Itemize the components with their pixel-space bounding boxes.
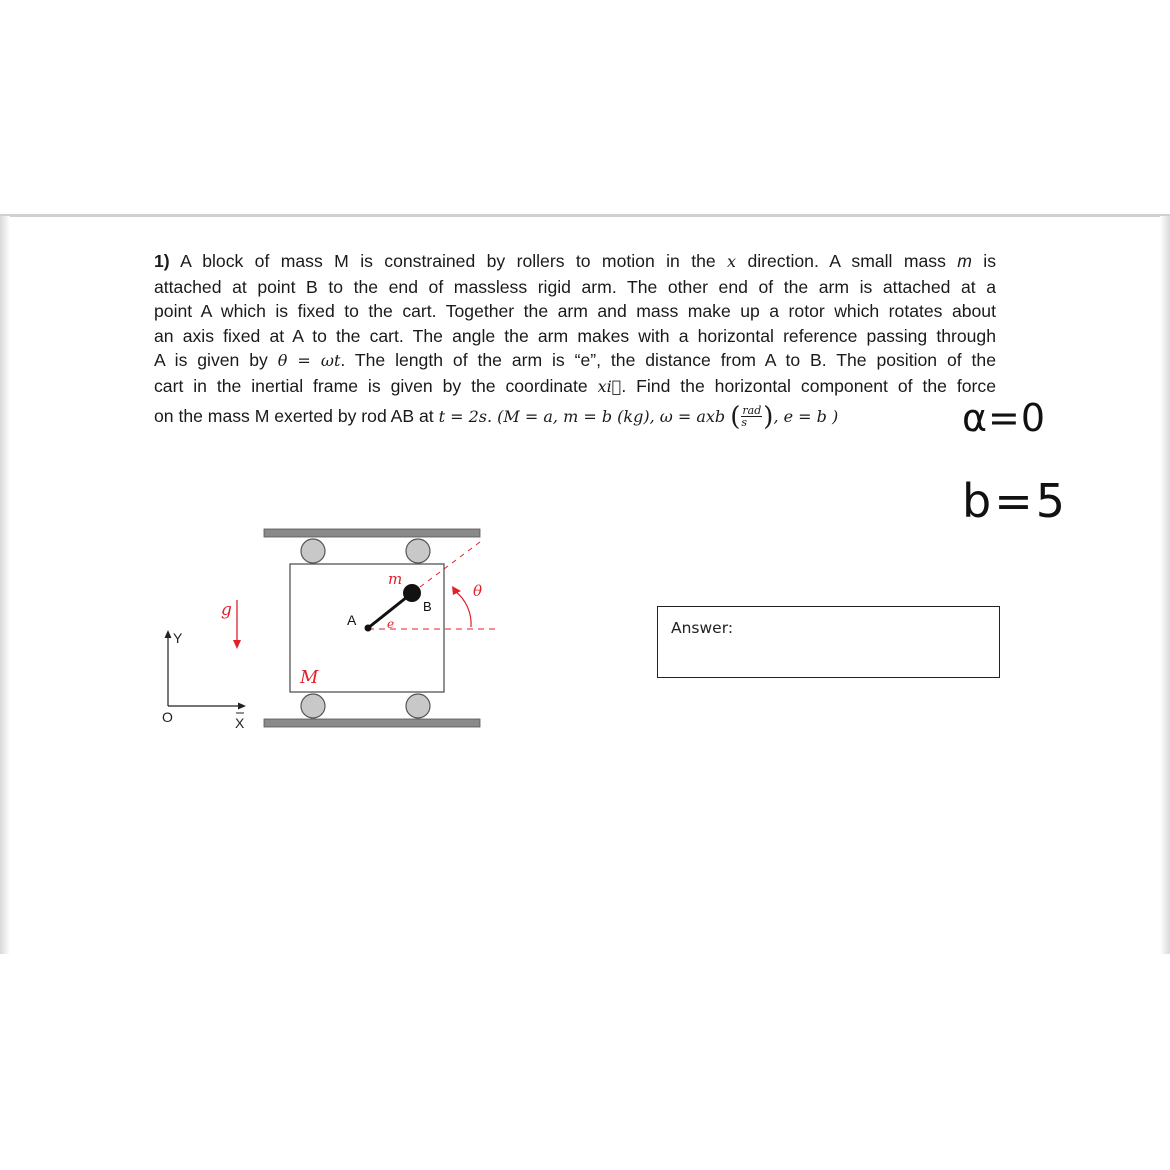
question-line-1: 1) A block of mass M is constrained by rollers to motion in the x direction. A small mass m is <box>154 251 996 271</box>
roller-top-left <box>301 539 325 563</box>
question-text <box>154 249 997 432</box>
label-y-axis: Y <box>173 630 183 646</box>
question-line-7: on the mass M exerted by rod AB at t = 2s. (M = a, m = b (kg), ω = axb ( $\frac{\text{rad}}{s}$ ), e = b ) <box>154 401 839 432</box>
answer-box[interactable] <box>657 606 1000 678</box>
pivot-point-a <box>365 625 372 632</box>
roller-bottom-right <box>406 694 430 718</box>
answer-label: Answer: <box>671 619 734 637</box>
gravity-arrowhead <box>233 640 241 649</box>
label-cart-mass: M <box>300 667 319 688</box>
cart-rotor-diagram <box>140 520 500 740</box>
page-right-shadow <box>1160 216 1170 954</box>
mass-m-ball <box>403 584 421 602</box>
label-theta: θ <box>473 582 483 600</box>
rad-per-s-fraction: $\frac{\text{rad}}{s}$ <box>741 404 762 430</box>
label-b: B <box>423 599 432 614</box>
top-rail <box>264 529 480 537</box>
question-line-3: point A which is fixed to the cart. Together the arm and mass make up a rotor which rotates about <box>154 301 996 322</box>
question-number: 1) <box>154 251 170 271</box>
label-origin: O <box>162 709 173 725</box>
roller-bottom-left <box>301 694 325 718</box>
question-line-4: an axis fixed at A to the cart. The angle the arm makes with a horizontal reference passing through <box>154 325 996 346</box>
bottom-rail <box>264 719 480 727</box>
roller-top-right <box>406 539 430 563</box>
handwritten-b-value: b=5 <box>962 474 1069 528</box>
label-x-axis: X <box>235 715 245 731</box>
question-line-5: A is given by θ = ωt. The length of the arm is “e”, the distance from A to B. The position of the <box>154 350 997 371</box>
label-g: g <box>221 600 232 620</box>
question-line-2: attached at point B to the end of massless rigid arm. The other end of the arm is attached at a <box>154 276 996 297</box>
theta-arc <box>455 591 471 627</box>
label-e: e <box>387 617 395 631</box>
label-m: m <box>388 570 403 588</box>
label-a: A <box>347 612 357 628</box>
page-left-shadow <box>0 216 10 954</box>
page-top-edge <box>0 214 1170 217</box>
handwritten-a-value: α=0 <box>962 396 1047 440</box>
theta-arc-arrowhead <box>452 586 461 595</box>
x-axis-arrowhead <box>238 703 246 710</box>
question-line-6: cart in the inertial frame is given by the coordinate xi⃗. Find the horizontal component of the force <box>154 375 996 396</box>
y-axis-arrowhead <box>165 630 172 638</box>
